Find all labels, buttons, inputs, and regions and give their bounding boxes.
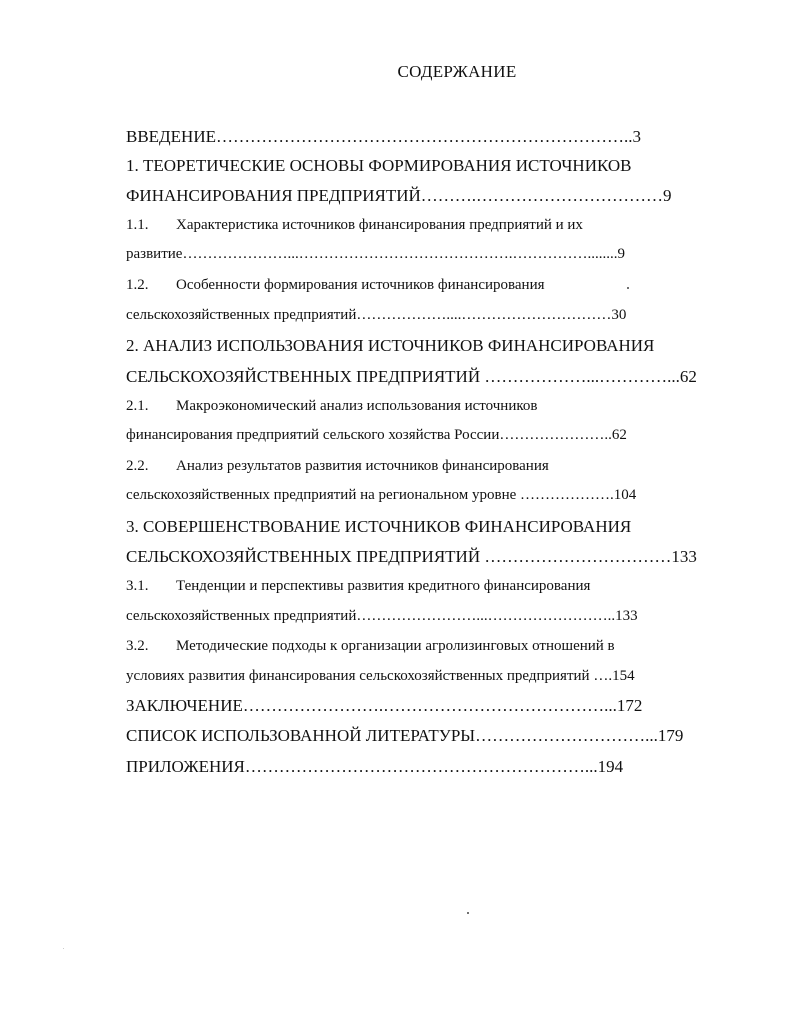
toc-entry-text: 2. АНАЛИЗ ИСПОЛЬЗОВАНИЯ ИСТОЧНИКОВ ФИНАНСИРОВАНИЯ bbox=[126, 336, 655, 355]
toc-section-number: 1.2. bbox=[126, 277, 149, 293]
toc-entry-text: Методические подходы к организации агролизинговых отношений в bbox=[176, 638, 615, 654]
toc-entry-chapter-1[interactable] bbox=[126, 157, 632, 174]
toc-page-number: 3 bbox=[632, 127, 641, 146]
toc-page-number: 194 bbox=[597, 757, 624, 776]
toc-entry-section-2-2[interactable] bbox=[126, 459, 549, 474]
toc-entry-text: сельскохозяйственных предприятий на региональном уровне bbox=[126, 487, 517, 503]
toc-entry-text: развитие bbox=[126, 246, 183, 262]
toc-entry-text: Тенденции и перспективы развития кредитного финансирования bbox=[176, 578, 591, 594]
toc-entry-section-1-2[interactable] bbox=[126, 278, 545, 293]
toc-page-number: 154 bbox=[612, 668, 635, 684]
toc-entry-section-3-1[interactable] bbox=[126, 579, 590, 594]
toc-entry-text: ВВЕДЕНИЕ bbox=[126, 127, 216, 146]
toc-entry-chapter-1-cont[interactable] bbox=[126, 187, 672, 204]
toc-entry-section-3-1-cont[interactable] bbox=[126, 609, 638, 624]
toc-page-number: 133 bbox=[671, 547, 697, 566]
toc-entry-section-1-1[interactable] bbox=[126, 218, 583, 233]
toc-entry-conclusion[interactable] bbox=[126, 697, 642, 714]
toc-entry-section-3-2-cont[interactable] bbox=[126, 669, 635, 684]
toc-entry-text: ЗАКЛЮЧЕНИЕ bbox=[126, 696, 243, 715]
toc-entry-text: СЕЛЬСКОХОЗЯЙСТВЕННЫХ ПРЕДПРИЯТИЙ bbox=[126, 547, 481, 566]
toc-leader-dots: ………………....………………………… bbox=[356, 307, 612, 323]
toc-entry-text: ФИНАНСИРОВАНИЯ ПРЕДПРИЯТИЙ bbox=[126, 186, 421, 205]
toc-page-number: 179 bbox=[657, 726, 684, 745]
toc-leader-dots: ……………………………………………………………….. bbox=[215, 127, 633, 146]
toc-entry-intro[interactable] bbox=[126, 128, 641, 145]
scan-speck bbox=[467, 912, 469, 914]
toc-entry-chapter-3[interactable] bbox=[126, 518, 631, 535]
toc-entry-text: СЕЛЬСКОХОЗЯЙСТВЕННЫХ ПРЕДПРИЯТИЙ bbox=[126, 367, 481, 386]
toc-entry-text: условиях развития финансирования сельскохозяйственных предприятий bbox=[126, 668, 590, 684]
toc-page-number: 172 bbox=[616, 696, 643, 715]
toc-leader-dots: ……………………………………………………... bbox=[244, 757, 598, 776]
toc-entry-chapter-2[interactable] bbox=[126, 337, 654, 354]
toc-leader-dots: …………………………… bbox=[480, 547, 672, 566]
toc-page-number: 62 bbox=[611, 427, 627, 443]
toc-page-number: 133 bbox=[615, 608, 638, 624]
toc-leader-dots: ………………….. bbox=[499, 427, 612, 443]
toc-leader-dots: …………………….…………………………………... bbox=[242, 696, 617, 715]
toc-entry-section-2-1-cont[interactable] bbox=[126, 428, 627, 443]
toc-entry-section-1-1-cont[interactable] bbox=[126, 247, 625, 262]
toc-entry-section-2-1[interactable] bbox=[126, 399, 537, 414]
toc-entry-appendix[interactable] bbox=[126, 758, 623, 775]
toc-page-number: 9 bbox=[663, 186, 672, 205]
toc-entry-chapter-2-cont[interactable] bbox=[126, 368, 697, 385]
toc-entry-text: СПИСОК ИСПОЛЬЗОВАННОЙ ЛИТЕРАТУРЫ bbox=[126, 726, 476, 745]
toc-page-number: 9 bbox=[617, 246, 625, 262]
toc-section-number: 3.1. bbox=[126, 578, 149, 594]
toc-entry-section-2-2-cont[interactable] bbox=[126, 488, 636, 503]
toc-leader-dots: …. bbox=[589, 668, 613, 684]
toc-entry-text: сельскохозяйственных предприятий bbox=[126, 608, 357, 624]
toc-section-number: 2.2. bbox=[126, 458, 149, 474]
toc-leader-dots: …………………………... bbox=[475, 726, 658, 745]
toc-leader-dots: ………………...…………... bbox=[480, 367, 680, 386]
toc-leader-dots: …………………...…………………………………….……………........ bbox=[182, 246, 618, 262]
toc-section-number: 2.1. bbox=[126, 398, 149, 414]
toc-entry-text: финансирования предприятий сельского хозяйства России bbox=[126, 427, 500, 443]
toc-entry-text: Характеристика источников финансирования предприятий и их bbox=[176, 217, 583, 233]
toc-leader-dots: ……………………...…………………….. bbox=[356, 608, 616, 624]
toc-leader-dots: ………………. bbox=[516, 487, 614, 503]
toc-page-number: 62 bbox=[679, 367, 697, 386]
toc-section-number: 3.2. bbox=[126, 638, 149, 654]
toc-entry-text: ПРИЛОЖЕНИЯ bbox=[126, 757, 245, 776]
toc-entry-text: 3. СОВЕРШЕНСТВОВАНИЕ ИСТОЧНИКОВ ФИНАНСИРОВАНИЯ bbox=[126, 517, 632, 536]
toc-entry-section-1-2-cont[interactable] bbox=[126, 308, 626, 323]
toc-page-number: 30 bbox=[611, 307, 627, 323]
page-title: СОДЕРЖАНИЕ bbox=[397, 62, 517, 81]
scan-speck bbox=[627, 287, 629, 289]
toc-entry-section-3-2[interactable] bbox=[126, 639, 615, 654]
toc-entry-text: Анализ результатов развития источников финансирования bbox=[176, 458, 549, 474]
toc-entry-literature[interactable] bbox=[126, 727, 683, 744]
toc-entry-text: 1. ТЕОРЕТИЧЕСКИЕ ОСНОВЫ ФОРМИРОВАНИЯ ИСТОЧНИКОВ bbox=[126, 156, 632, 175]
toc-entry-text: сельскохозяйственных предприятий bbox=[126, 307, 357, 323]
toc-section-number: 1.1. bbox=[126, 217, 149, 233]
toc-entry-chapter-3-cont[interactable] bbox=[126, 548, 697, 565]
toc-page-number: 104 bbox=[613, 487, 637, 503]
toc-leader-dots: ……….…………………………… bbox=[420, 186, 664, 205]
toc-entry-text: Особенности формирования источников финансирования bbox=[176, 277, 545, 293]
scan-speck bbox=[63, 948, 64, 949]
toc-entry-text: Макроэкономический анализ использования источников bbox=[176, 398, 538, 414]
